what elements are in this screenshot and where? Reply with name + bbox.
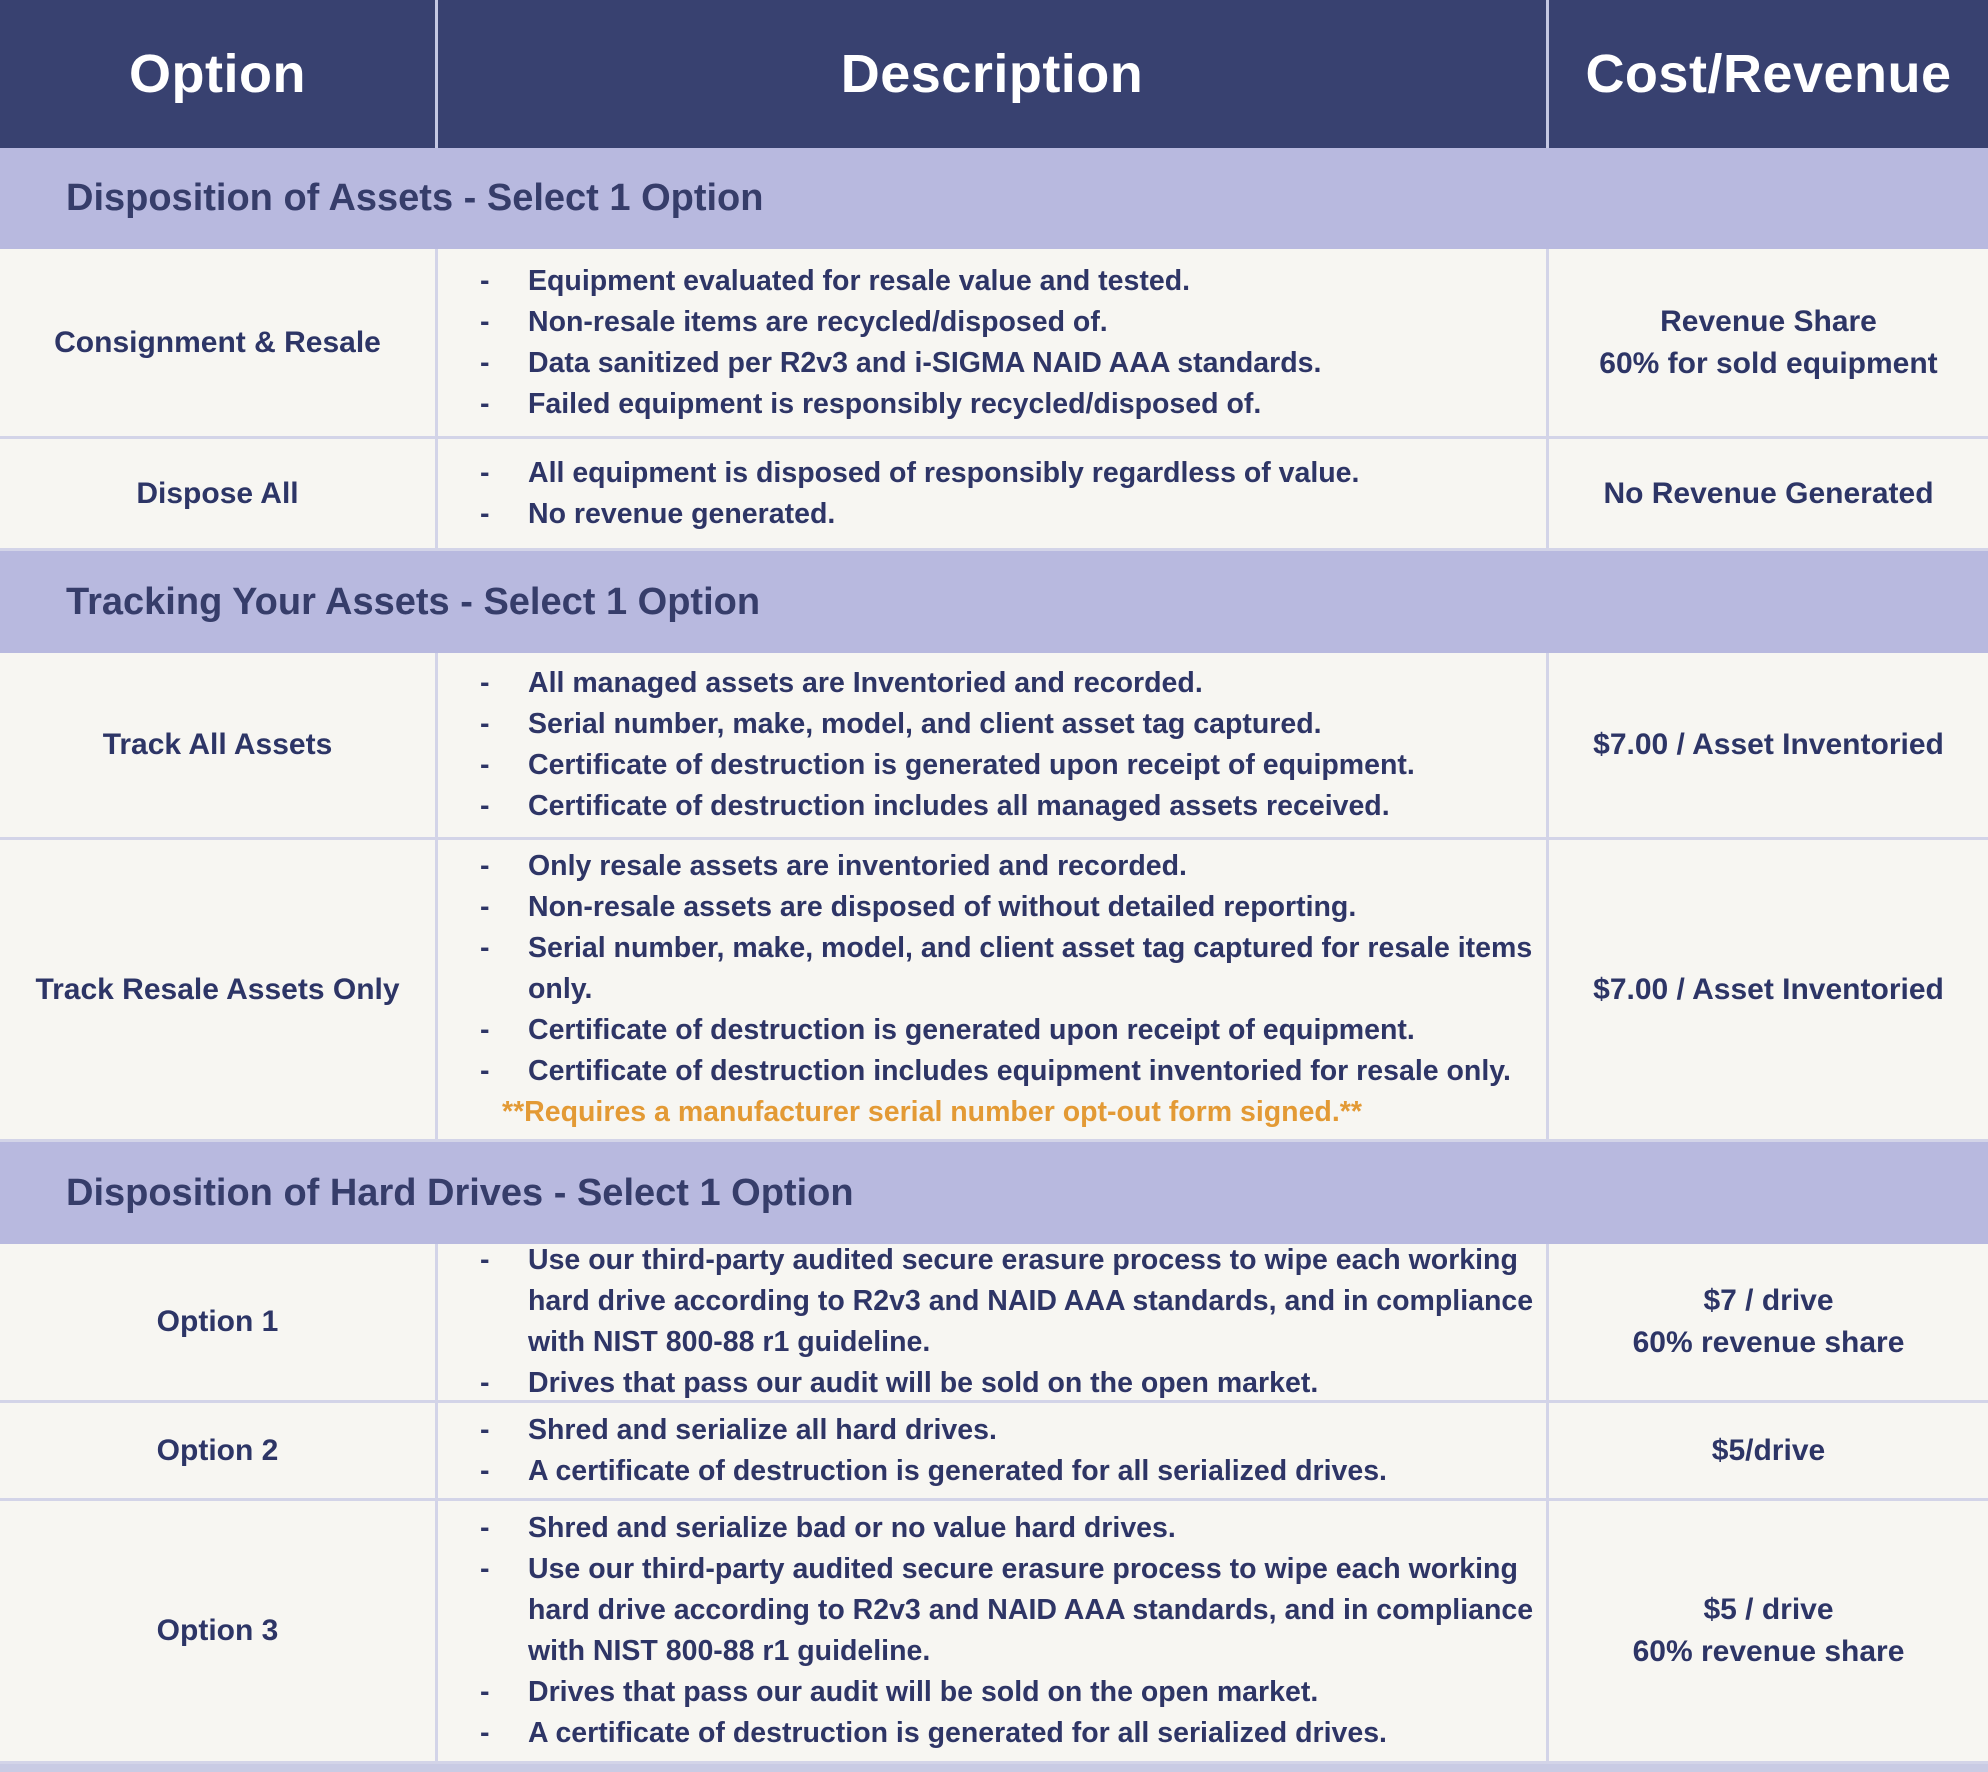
description-item: - Serial number, make, model, and client asset tag captured.	[462, 704, 1536, 745]
option-label: Track Resale Assets Only	[0, 840, 438, 1142]
column-header-cost-revenue: Cost/Revenue	[1549, 0, 1988, 148]
description-item: - A certificate of destruction is generated for all serialized drives.	[462, 1713, 1536, 1754]
section-title-tracking-your-assets: Tracking Your Assets - Select 1 Option	[0, 551, 1988, 653]
cost-cell	[1549, 1501, 1988, 1764]
cost-line: Revenue Share	[1660, 304, 1877, 338]
description-item: - Certificate of destruction is generated upon receipt of equipment.	[462, 1010, 1536, 1051]
description-list	[462, 453, 1536, 535]
option-label: Option 1	[0, 1244, 438, 1403]
cost-line: $5 / drive	[1703, 1593, 1834, 1626]
description-cell	[438, 249, 1549, 439]
description-item: - Shred and serialize bad or no value hard drives.	[462, 1508, 1536, 1549]
cost-cell	[1549, 653, 1988, 840]
description-item: - Only resale assets are inventoried and recorded.	[462, 846, 1536, 887]
description-cell	[438, 840, 1549, 1142]
description-item: - All equipment is disposed of responsibly regardless of value.	[462, 453, 1536, 494]
description-item: - Certificate of destruction includes equipment inventoried for resale only.	[462, 1051, 1536, 1092]
section-title-disposition-of-hard-drives: Disposition of Hard Drives - Select 1 Option	[0, 1142, 1988, 1244]
cost-cell	[1549, 439, 1988, 551]
description-list	[462, 261, 1536, 425]
cost-line: $7 / drive	[1703, 1284, 1834, 1317]
option-label: Option 3	[0, 1501, 438, 1764]
cost-cell	[1549, 1403, 1988, 1501]
description-list	[462, 1410, 1536, 1492]
description-item: - All managed assets are Inventoried and recorded.	[462, 663, 1536, 704]
description-item: - Non-resale items are recycled/disposed of.	[462, 302, 1536, 343]
description-cell	[438, 439, 1549, 551]
description-cell	[438, 1244, 1549, 1403]
description-item: - Shred and serialize all hard drives.	[462, 1410, 1536, 1451]
opt-out-form-note: **Requires a manufacturer serial number opt-out form signed.**	[502, 1096, 1362, 1128]
description-item: - Use our third-party audited secure erasure process to wipe each working hard drive according to R2v3 and NAID AAA standards, and in compliance with NIST 800-88 r1 guideline.	[462, 1549, 1536, 1672]
description-item: - Certificate of destruction includes all managed assets received.	[462, 786, 1536, 827]
description-cell	[438, 1403, 1549, 1501]
column-header-option: Option	[0, 0, 438, 148]
cost-cell	[1549, 249, 1988, 439]
description-list	[462, 846, 1536, 1092]
description-item: - Non-resale assets are disposed of without detailed reporting.	[462, 887, 1536, 928]
cost-cell	[1549, 1244, 1988, 1403]
description-item: - Drives that pass our audit will be sold on the open market.	[462, 1672, 1536, 1713]
cost-line: 60% for sold equipment	[1599, 346, 1938, 380]
description-item: - Serial number, make, model, and client asset tag captured for resale items only.	[462, 928, 1536, 1010]
description-item: - Drives that pass our audit will be sold on the open market.	[462, 1363, 1536, 1404]
column-header-description: Description	[438, 0, 1549, 148]
description-item: - Certificate of destruction is generated upon receipt of equipment.	[462, 745, 1536, 786]
cost-line: No Revenue Generated	[1603, 476, 1934, 510]
cost-line: 60% revenue share	[1632, 1635, 1905, 1668]
cost-cell	[1549, 840, 1988, 1142]
description-list	[462, 1240, 1536, 1404]
cost-line: $7.00 / Asset Inventoried	[1593, 728, 1944, 761]
description-item: - Use our third-party audited secure erasure process to wipe each working hard drive according to R2v3 and NAID AAA standards, and in compliance with NIST 800-88 r1 guideline.	[462, 1240, 1536, 1363]
description-item: - Data sanitized per R2v3 and i-SIGMA NAID AAA standards.	[462, 343, 1536, 384]
cost-line: $7.00 / Asset Inventoried	[1593, 972, 1944, 1006]
description-item: - No revenue generated.	[462, 494, 1536, 535]
option-label: Consignment & Resale	[0, 249, 438, 439]
option-label: Option 2	[0, 1403, 438, 1501]
description-cell	[438, 1501, 1549, 1764]
description-item: - A certificate of destruction is generated for all serialized drives.	[462, 1451, 1536, 1492]
description-cell	[438, 653, 1549, 840]
option-label: Dispose All	[0, 439, 438, 551]
cost-line: 60% revenue share	[1632, 1326, 1905, 1359]
description-item: - Failed equipment is responsibly recycled/disposed of.	[462, 384, 1536, 425]
cost-line: $5/drive	[1711, 1433, 1826, 1467]
option-label: Track All Assets	[0, 653, 438, 840]
description-list	[462, 663, 1536, 827]
description-item: - Equipment evaluated for resale value and tested.	[462, 261, 1536, 302]
section-title-disposition-of-assets: Disposition of Assets - Select 1 Option	[0, 148, 1988, 249]
description-list	[462, 1508, 1536, 1754]
